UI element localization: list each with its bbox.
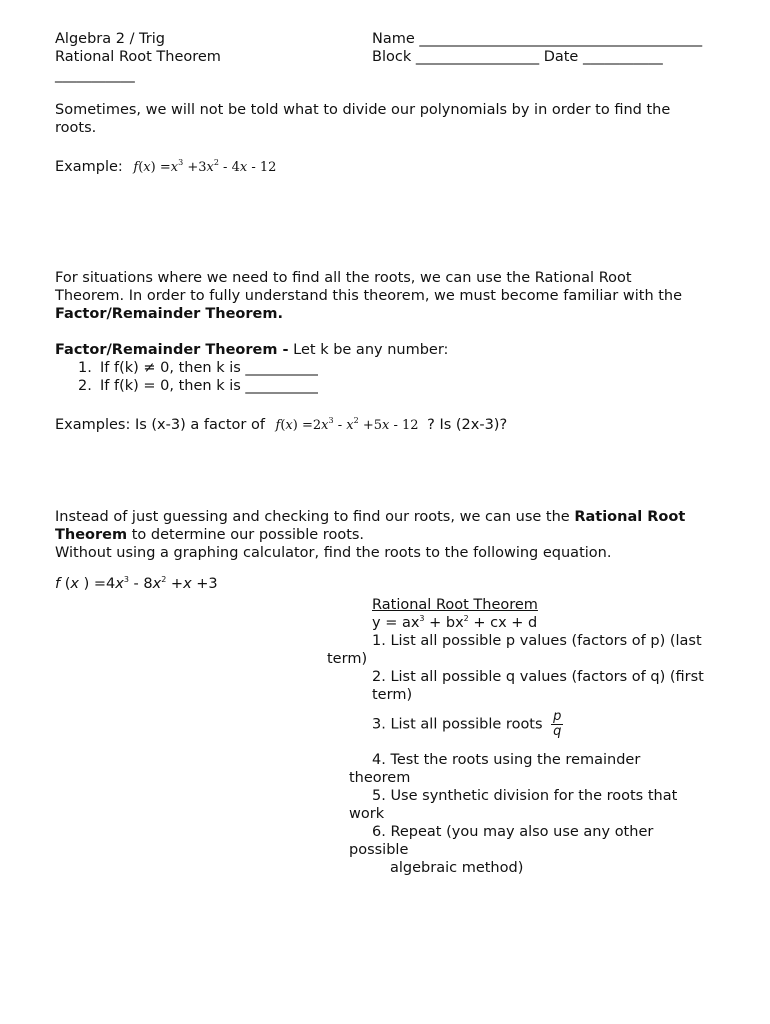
name-field	[372, 30, 702, 48]
rrt-step-4: 4. Test the roots using the remainder	[372, 752, 641, 768]
rrt-equation: f (x ) $=4x^3 - 8x^2 +x +3$	[55, 575, 218, 592]
extra-blank-line: ___________	[55, 67, 135, 83]
examples-equation: $f(x) =2x^3 - x^2 +5x - 12$	[275, 416, 419, 433]
rrt-step-3: 3. List all possible roots $\frac{p}{q}$	[372, 709, 562, 739]
example-label: Example:	[55, 159, 123, 175]
examples-label: Examples: Is (x-3) a factor of	[55, 417, 265, 433]
list-item: 1. If f(k) ≠ 0, then k is __________	[78, 360, 318, 376]
theorem-intro-line-2: Theorem. In order to fully understand this theorem, we must become familiar with the	[55, 288, 683, 304]
rrt-step-6-cont: possible	[349, 842, 409, 858]
intro-line-1: Sometimes, we will not be told what to divide our polynomials by in order to find the	[55, 102, 671, 118]
example-line	[55, 158, 276, 177]
rrt-box-title: Rational Root Theorem	[372, 597, 538, 613]
examples-tail: ? Is (2x-3)?	[427, 417, 508, 433]
rrt-step-5-cont: work	[349, 806, 385, 822]
date-label: Date	[543, 49, 579, 65]
theorem-intro-line-3: Factor/Remainder Theorem.	[55, 306, 283, 322]
rrt-step-4-cont: theorem	[349, 770, 411, 786]
p-over-q-fraction: $\frac{p}{q}$	[553, 709, 562, 739]
list-item: 2. If f(k) = 0, then k is __________	[78, 378, 318, 394]
name-blank: _______________________________________	[419, 31, 703, 47]
course-title: Algebra 2 / Trig	[55, 31, 165, 47]
theorem-intro-line-1: For situations where we need to find all the roots, we can use the Rational Root	[55, 270, 632, 286]
factor-remainder-title: Factor/Remainder Theorem -	[55, 342, 289, 358]
name-label: Name	[372, 31, 415, 47]
date-blank: ___________	[582, 49, 663, 65]
rrt-intro-line-3: Without using a graphing calculator, find the roots to the following equation.	[55, 545, 612, 561]
topic-title: Rational Root Theorem	[55, 49, 221, 65]
rrt-general-form: $y = ax^3 + bx^2$ + cx + d	[372, 614, 538, 631]
block-label: Block	[372, 49, 412, 65]
rrt-step-6-cont-2: algebraic method)	[390, 860, 524, 876]
rrt-intro-line-1: Instead of just guessing and checking to find our roots, we can use the Rational Root	[55, 509, 686, 525]
block-date-field	[372, 48, 663, 66]
factor-remainder-heading	[55, 341, 448, 359]
example-equation: $f(x) =x^3 +3x^2 - 4x - 12$	[133, 158, 277, 175]
rrt-step-5: 5. Use synthetic division for the roots that	[372, 788, 678, 804]
rrt-step-6: 6. Repeat (you may also use any other	[372, 824, 654, 840]
factor-examples-line	[55, 416, 507, 435]
intro-line-2: roots.	[55, 120, 97, 136]
block-blank: _________________	[415, 49, 540, 65]
rrt-intro-line-2: Theorem to determine our possible roots.	[55, 527, 365, 543]
rrt-step-1: 1. List all possible p values (factors of p) (last	[372, 633, 702, 649]
rrt-step-2: 2. List all possible q values (factors of q) (first	[372, 669, 704, 685]
rrt-step-1-cont: term)	[327, 651, 368, 667]
rrt-step-2-cont: term)	[372, 687, 413, 703]
factor-remainder-rest: Let k be any number:	[288, 342, 449, 358]
